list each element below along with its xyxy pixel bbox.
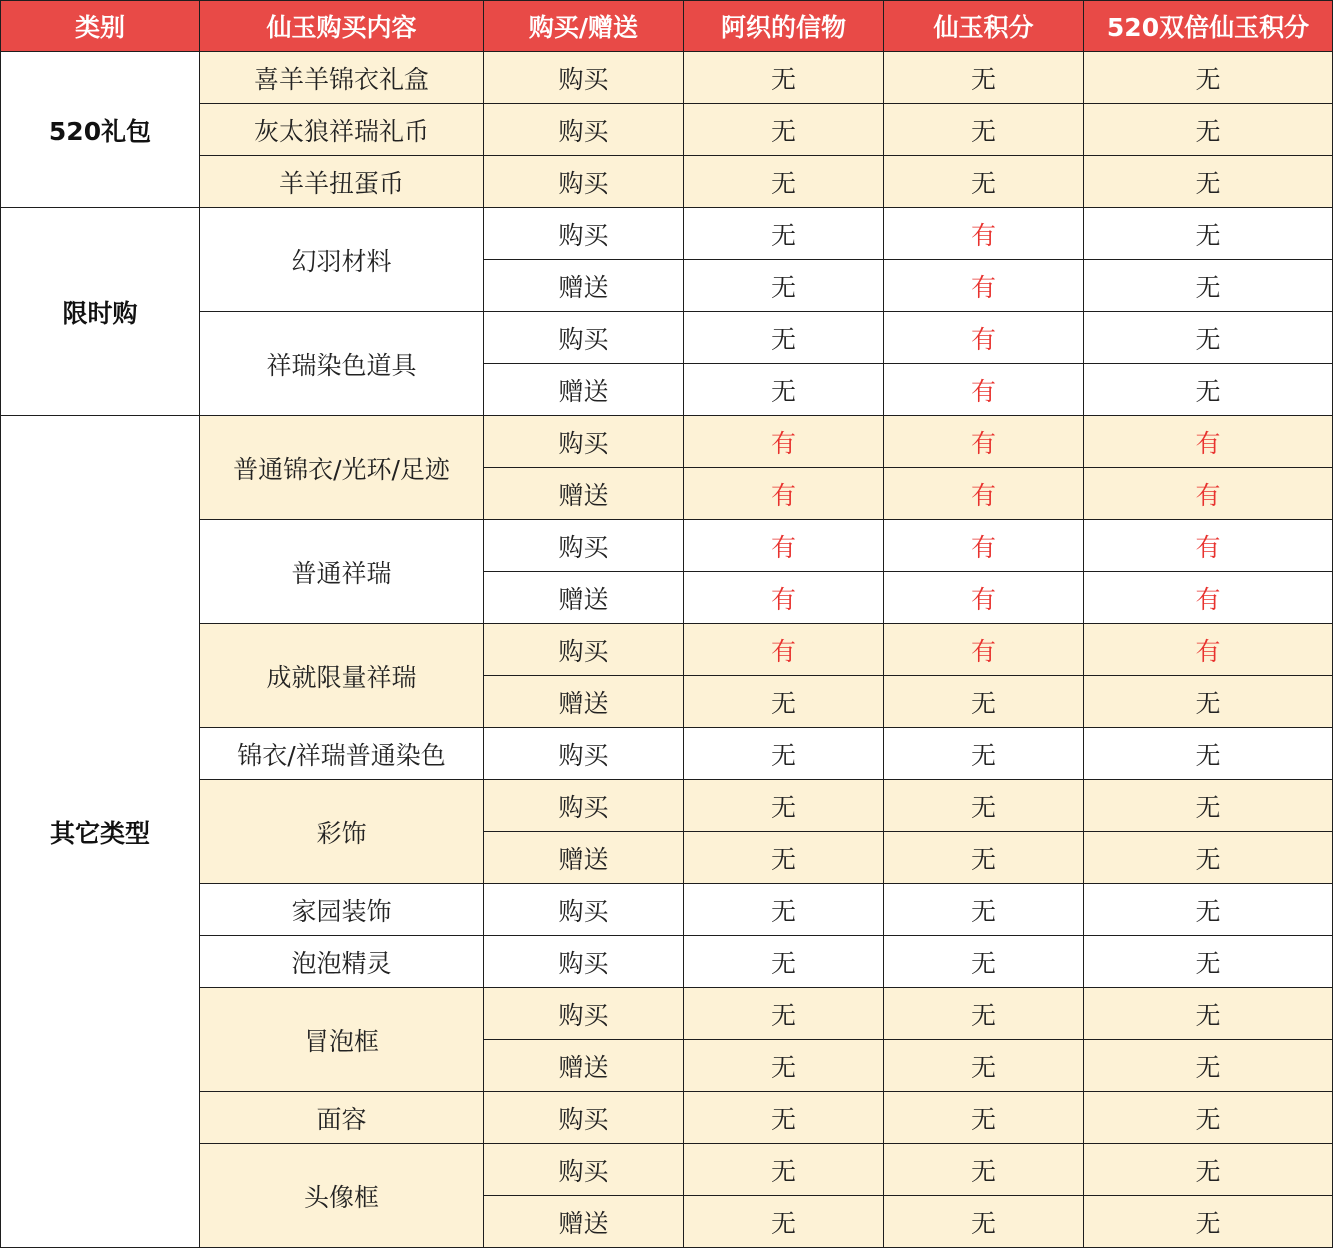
type-cell: 赠送 (484, 364, 684, 416)
header-token: 阿织的信物 (684, 0, 884, 52)
content-cell: 普通祥瑞 (200, 520, 484, 624)
double-points-cell: 无 (1084, 208, 1333, 260)
double-points-cell: 无 (1084, 884, 1333, 936)
double-points-cell: 无 (1084, 676, 1333, 728)
token-cell: 无 (684, 364, 884, 416)
double-points-cell: 无 (1084, 1092, 1333, 1144)
type-cell: 赠送 (484, 832, 684, 884)
content-cell: 家园装饰 (200, 884, 484, 936)
token-cell: 无 (684, 260, 884, 312)
content-cell: 泡泡精灵 (200, 936, 484, 988)
type-cell: 购买 (484, 988, 684, 1040)
token-cell: 有 (684, 468, 884, 520)
double-points-cell: 无 (1084, 1144, 1333, 1196)
type-cell: 赠送 (484, 572, 684, 624)
points-cell: 有 (884, 416, 1084, 468)
type-cell: 购买 (484, 728, 684, 780)
content-cell: 普通锦衣/光环/足迹 (200, 416, 484, 520)
type-cell: 购买 (484, 520, 684, 572)
type-cell: 赠送 (484, 1196, 684, 1248)
double-points-cell: 无 (1084, 156, 1333, 208)
double-points-cell: 无 (1084, 260, 1333, 312)
points-cell: 有 (884, 208, 1084, 260)
points-cell: 无 (884, 676, 1084, 728)
points-cell: 无 (884, 728, 1084, 780)
points-cell: 有 (884, 364, 1084, 416)
double-points-cell: 有 (1084, 468, 1333, 520)
type-cell: 购买 (484, 104, 684, 156)
type-cell: 购买 (484, 156, 684, 208)
points-cell: 有 (884, 468, 1084, 520)
points-cell: 无 (884, 1040, 1084, 1092)
content-cell: 冒泡框 (200, 988, 484, 1092)
token-cell: 有 (684, 416, 884, 468)
category-cell: 其它类型 (0, 416, 200, 1248)
token-cell: 无 (684, 988, 884, 1040)
double-points-cell: 有 (1084, 520, 1333, 572)
token-cell: 无 (684, 832, 884, 884)
content-cell: 灰太狼祥瑞礼币 (200, 104, 484, 156)
type-cell: 购买 (484, 416, 684, 468)
double-points-cell: 无 (1084, 364, 1333, 416)
double-points-cell: 无 (1084, 312, 1333, 364)
type-cell: 赠送 (484, 676, 684, 728)
type-cell: 购买 (484, 1144, 684, 1196)
category-cell: 限时购 (0, 208, 200, 416)
points-cell: 无 (884, 104, 1084, 156)
points-cell: 无 (884, 1144, 1084, 1196)
double-points-cell: 有 (1084, 572, 1333, 624)
double-points-cell: 无 (1084, 104, 1333, 156)
double-points-cell: 无 (1084, 936, 1333, 988)
content-cell: 祥瑞染色道具 (200, 312, 484, 416)
double-points-cell: 有 (1084, 416, 1333, 468)
type-cell: 赠送 (484, 1040, 684, 1092)
double-points-cell: 无 (1084, 780, 1333, 832)
points-cell: 无 (884, 884, 1084, 936)
type-cell: 购买 (484, 208, 684, 260)
content-cell: 彩饰 (200, 780, 484, 884)
type-cell: 购买 (484, 624, 684, 676)
content-cell: 头像框 (200, 1144, 484, 1248)
token-cell: 无 (684, 104, 884, 156)
content-cell: 成就限量祥瑞 (200, 624, 484, 728)
points-cell: 无 (884, 832, 1084, 884)
type-cell: 购买 (484, 936, 684, 988)
type-cell: 购买 (484, 52, 684, 104)
double-points-cell: 无 (1084, 988, 1333, 1040)
points-cell: 有 (884, 572, 1084, 624)
content-cell: 喜羊羊锦衣礼盒 (200, 52, 484, 104)
token-cell: 无 (684, 1196, 884, 1248)
token-cell: 无 (684, 312, 884, 364)
header-double-points: 520双倍仙玉积分 (1084, 0, 1333, 52)
points-cell: 无 (884, 988, 1084, 1040)
token-cell: 有 (684, 624, 884, 676)
points-cell: 有 (884, 312, 1084, 364)
token-cell: 有 (684, 572, 884, 624)
token-cell: 无 (684, 884, 884, 936)
token-cell: 无 (684, 780, 884, 832)
token-cell: 无 (684, 1144, 884, 1196)
double-points-cell: 有 (1084, 624, 1333, 676)
token-cell: 无 (684, 156, 884, 208)
type-cell: 购买 (484, 884, 684, 936)
double-points-cell: 无 (1084, 832, 1333, 884)
points-cell: 无 (884, 52, 1084, 104)
points-cell: 无 (884, 156, 1084, 208)
double-points-cell: 无 (1084, 728, 1333, 780)
points-cell: 无 (884, 936, 1084, 988)
token-cell: 无 (684, 936, 884, 988)
header-points: 仙玉积分 (884, 0, 1084, 52)
token-cell: 无 (684, 208, 884, 260)
type-cell: 购买 (484, 312, 684, 364)
header-content: 仙玉购买内容 (200, 0, 484, 52)
token-cell: 无 (684, 676, 884, 728)
points-cell: 有 (884, 520, 1084, 572)
type-cell: 购买 (484, 780, 684, 832)
token-cell: 无 (684, 1040, 884, 1092)
type-cell: 购买 (484, 1092, 684, 1144)
content-cell: 面容 (200, 1092, 484, 1144)
header-category: 类别 (0, 0, 200, 52)
token-cell: 无 (684, 728, 884, 780)
type-cell: 赠送 (484, 260, 684, 312)
category-cell: 520礼包 (0, 52, 200, 208)
double-points-cell: 无 (1084, 52, 1333, 104)
points-cell: 无 (884, 1196, 1084, 1248)
double-points-cell: 无 (1084, 1040, 1333, 1092)
content-cell: 幻羽材料 (200, 208, 484, 312)
token-cell: 无 (684, 52, 884, 104)
token-cell: 有 (684, 520, 884, 572)
points-cell: 有 (884, 624, 1084, 676)
token-cell: 无 (684, 1092, 884, 1144)
points-cell: 有 (884, 260, 1084, 312)
header-type: 购买/赠送 (484, 0, 684, 52)
points-cell: 无 (884, 1092, 1084, 1144)
content-cell: 锦衣/祥瑞普通染色 (200, 728, 484, 780)
double-points-cell: 无 (1084, 1196, 1333, 1248)
content-cell: 羊羊扭蛋币 (200, 156, 484, 208)
points-cell: 无 (884, 780, 1084, 832)
type-cell: 赠送 (484, 468, 684, 520)
